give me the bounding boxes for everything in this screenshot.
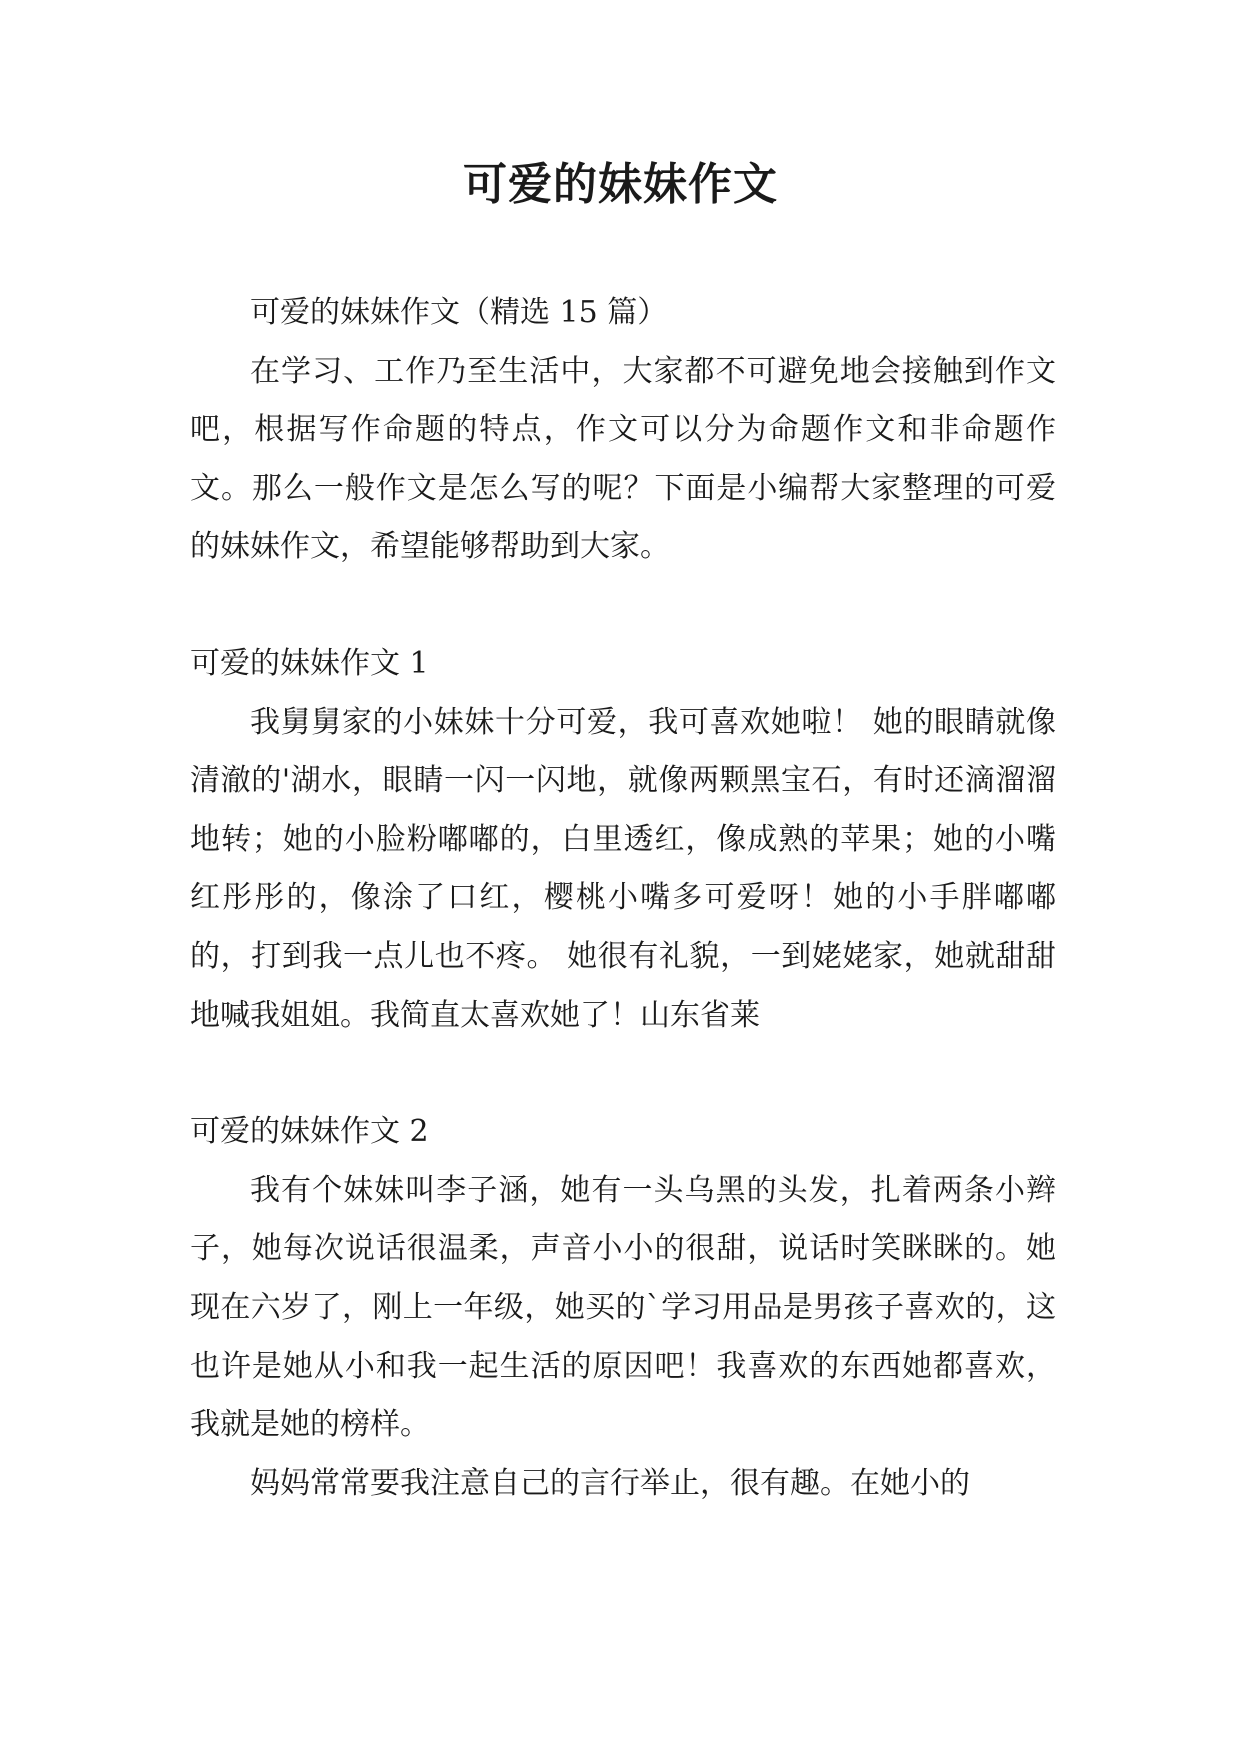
section-2-paragraph-2: 妈妈常常要我注意自己的言行举止，很有趣。在她小的 bbox=[250, 1465, 970, 1501]
document-title: 可爱的妹妹作文 bbox=[463, 159, 778, 210]
section-1-paragraph-1: 我舅舅家的小妹妹十分可爱，我可喜欢她啦！ 她的眼睛就像清澈的'湖水，眼睛一闪一闪地，就像两颗黑宝石，有时还滴溜溜地转；她的小脸粉嘟嘟的，白里透红，像成熟的苹果；她的小嘴红彤彤的，像涂了口红，樱桃小嘴多可爱呀！她的小手胖嘟嘟的，打到我一点儿也不疼。 她很有礼貌，一到姥姥家，她就甜甜地喊我姐姐。我简直太喜欢她了！山东省莱 bbox=[190, 704, 1056, 1033]
intro-paragraph: 在学习、工作乃至生活中，大家都不可避免地会接触到作文吧，根据写作命题的特点，作文可以分为命题作文和非命题作文。那么一般作文是怎么写的呢？下面是小编帮大家整理的可爱的妹妹作文，希望能够帮助到大家。 bbox=[190, 353, 1056, 565]
section-heading-1: 可爱的妹妹作文 1 bbox=[190, 645, 429, 681]
document-body bbox=[190, 284, 1056, 1513]
section-heading-2: 可爱的妹妹作文 2 bbox=[190, 1114, 429, 1150]
section-2-paragraph-1: 我有个妹妹叫李子涵，她有一头乌黑的头发，扎着两条小辫子，她每次说话很温柔，声音小小的很甜，说话时笑眯眯的。她现在六岁了，刚上一年级，她买的`学习用品是男孩子喜欢的，这也许是她从小和我一起生活的原因吧！我喜欢的东西她都喜欢，我就是她的榜样。 bbox=[190, 1172, 1056, 1443]
intro-line: 可爱的妹妹作文（精选 15 篇） bbox=[250, 295, 668, 330]
